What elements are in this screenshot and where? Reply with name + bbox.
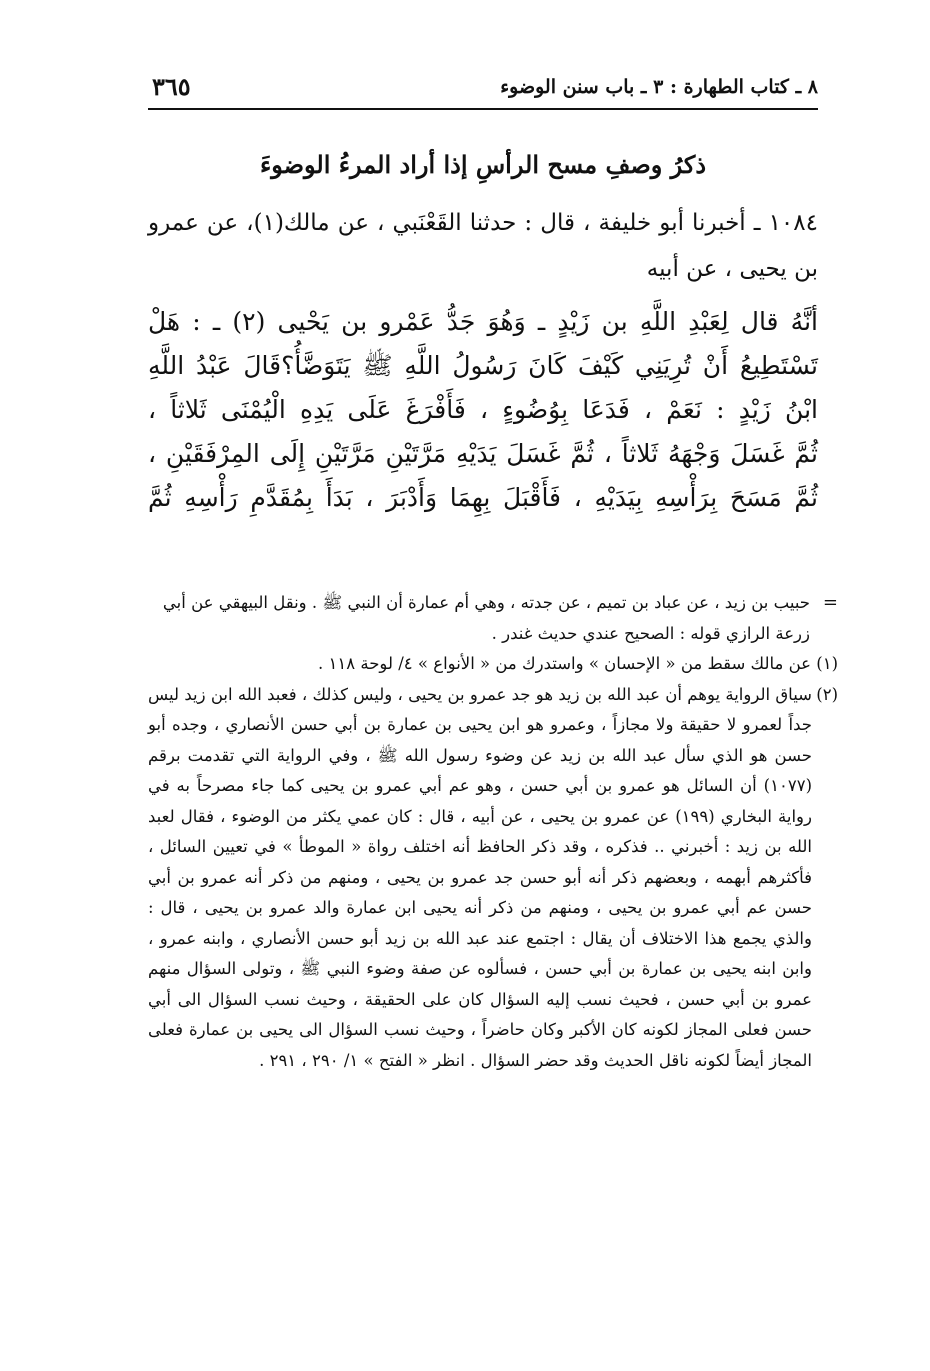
section-heading: ذكرُ وصفِ مسح الرأسِ إذا أراد المرءُ الوضوءَ (259, 150, 707, 179)
matn-line: ابْنُ زَيْدٍ : نَعَمْ ، فَدَعَا بِوُضُوءٍ ، فَأَفْرَغَ عَلَى يَدِهِ الْيُمْنَى ثَلاثاً ، (148, 395, 818, 424)
footnotes (148, 588, 838, 1076)
page-number: ٣٦٥ (152, 72, 191, 101)
footnote-continuation (148, 588, 838, 649)
matn-line: ثُمَّ مَسَحَ بِرَأْسِهِ بِيَدَيْهِ ، فَأَقْبَلَ بِهِمَا وَأَدْبَرَ ، بَدَأَ بِمُقَدَّمِ رَأْسِهِ ثُمَّ (148, 483, 818, 512)
footnote-2-number: (٢) (816, 684, 838, 704)
footnote-2 (148, 680, 838, 1077)
running-header (148, 70, 818, 110)
footnote-1: (١) عن مالك سقط من « الإحسان » واستدرك من « الأنواع » ٤/ لوحة ١١٨ . (318, 654, 838, 673)
matn-line: تَسْتَطِيعُ أَنْ تُرِيَنِي كَيْفَ كَانَ رَسُولُ اللَّهِ ﷺ يَتَوَضَّأُ؟قَالَ عَبْدُ اللَّهِ (148, 351, 818, 380)
footnote-2-text: سياق الرواية يوهم أن عبد الله بن زيد هو جد عمرو بن يحيى ، وليس كذلك ، فعبد الله ابن زيد ليس جداً لعمرو لا حقيقة ولا مجازاً ، وعمرو هو ابن يحيى بن عمارة بن أبي حسن الأنصاري ، وجده أبو حسن هو الذي سأل عبد الله بن زيد عن وضوء رسول الله ﷺ ، وفي الرواية التي تقدمت برقم (١٠٧٧) أن السائل هو عمرو بن أبي حسن ، وهو عم أبي عمرو بن يحيى كما جاء مصرحاً به في رواية البخاري (١٩٩) عن عمرو بن يحيى ، عن أبيه ، قال : كان عمي يكثر من الوضوء ، فقال لعبد الله بن زيد : أخبرني .. فذكره ، وقد ذكر الحافظ أنه اختلف رواة « الموطأ » في تعيين السائل ، فأكثرهم أبهمه ، وبعضهم ذكر أنه أبو حسن جد عمرو بن يحيى ، ومنهم من ذكر أنه عمرو بن أبي حسن عم أبي عمرو بن يحيى ، ومنهم من ذكر أنه يحيى ابن عمارة والد عمرو بن يحيى ، قال : والذي يجمع هذا الاختلاف أن يقال : اجتمع عند عبد الله بن زيد أبو حسن الأنصاري ، وابنه عمرو ، وابن ابنه يحيى بن عمارة بن أبي حسن ، فسألوه عن صفة وضوء النبي ﷺ ، وتولى السؤال منهم عمرو بن أبي حسن ، فحيث نسب إليه السؤال كان على الحقيقة ، وحيث نسب السؤال الى أبي حسن فعلى المجاز لكونه كان الأكبر وكان حاضراً ، وحيث نسب السؤال الى يحيى بن عمارة فعلى المجاز أيضاً لكونه ناقل الحديث وقد حضر السؤال . انظر « الفتح » ١/ ٢٩٠ ، ٢٩١ . (148, 684, 812, 1070)
continuation-marker: = (822, 592, 838, 613)
matn-line: ثُمَّ غَسَلَ وَجْهَهُ ثَلاثاً ، ثُمَّ غَسَلَ يَدَيْهِ مَرَّتَيْنِ مَرَّتَيْنِ إِلَى المِرْفَقَيْنِ ، (148, 439, 818, 468)
continuation-text: حبيب بن زيد ، عن عباد بن تميم ، عن جدته ، وهي أم عمارة أن النبي ﷺ . ونقل البيهقي عن أبي زرعة الرازي قوله : الصحيح عندي حديث غندر . (162, 593, 810, 643)
isnad-text: ١٠٨٤ ـ أخبرنا أبو خليفة ، قال : حدثنا القَعْنَبي ، عن مالك(١)، عن عمرو بن يحيى ، عن أبيه (148, 210, 818, 282)
matn-line: أنَّهُ قال لِعَبْدِ اللَّهِ بن زَيْدٍ ـ وَهُوَ جَدُّ عَمْرو بن يَحْيى (٢) ـ : هَلْ (148, 307, 818, 336)
hadith-isnad (148, 200, 818, 292)
chapter-title: ٨ ـ كتاب الطهارة : ٣ ـ باب سنن الوضوء (500, 76, 818, 98)
hadith-matn (148, 300, 818, 520)
